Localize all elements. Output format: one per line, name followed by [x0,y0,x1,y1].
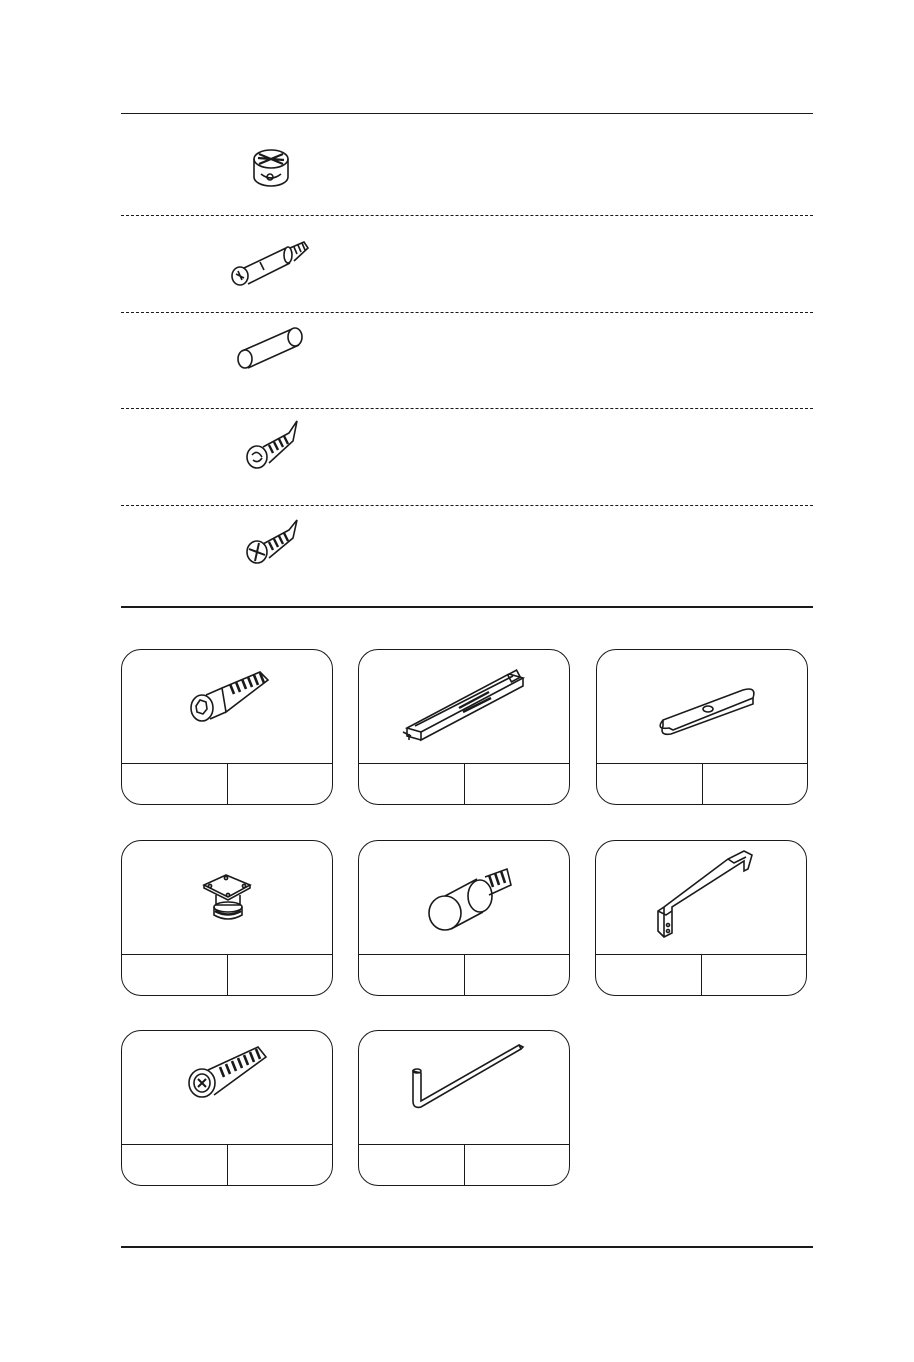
flange-bolt-icon [189,1047,266,1097]
part-code [359,1145,464,1185]
part-code [122,764,227,804]
hardware-row-cam-bolt [121,216,813,312]
bottom-divider [121,1246,813,1248]
section-divider [121,606,813,608]
part-quantity [227,955,333,995]
part-label-row [122,1144,332,1185]
part-code [122,955,227,995]
part-card-allen-key [358,1030,570,1186]
part-label-row [359,1144,569,1185]
part-quantity [464,955,570,995]
part-quantity [702,764,808,804]
part-card-knob [358,840,570,996]
part-code [122,1145,227,1185]
cam-bolt-icon [226,230,316,290]
hardware-row-phillips-screw [121,506,813,606]
part-card-connector-plate [596,649,808,805]
part-label-row [122,954,332,995]
part-label-row [596,954,806,995]
part-card-flange-bolt [121,1030,333,1186]
bar-handle-icon [658,851,752,937]
part-code [359,955,464,995]
drawer-slide-icon [403,670,523,740]
part-code [597,764,702,804]
round-knob-icon [429,869,511,930]
part-label-row [359,763,569,804]
part-quantity [464,764,570,804]
part-quantity [464,1145,570,1185]
part-card-drawer-slide [358,649,570,805]
part-code [359,764,464,804]
part-quantity [227,764,333,804]
flat-head-screw-icon [241,417,307,473]
hardware-row-screw [121,409,813,505]
allen-key-icon [413,1045,523,1107]
hex-socket-bolt-icon [191,672,268,721]
part-code [596,955,701,995]
wooden-dowel-icon [233,321,313,377]
phillips-screw-icon [241,518,307,568]
part-label-row [597,763,807,804]
part-label-row [359,954,569,995]
hardware-row-cam-lock [121,114,813,214]
part-card-handle [595,840,807,996]
part-quantity [227,1145,333,1185]
hardware-row-dowel [121,313,813,407]
part-card-leveler [121,840,333,996]
part-quantity [701,955,807,995]
leveling-foot-icon [204,875,250,919]
part-label-row [122,763,332,804]
part-card-hex-bolt [121,649,333,805]
connector-plate-icon [660,689,754,734]
cam-lock-icon [246,144,296,194]
